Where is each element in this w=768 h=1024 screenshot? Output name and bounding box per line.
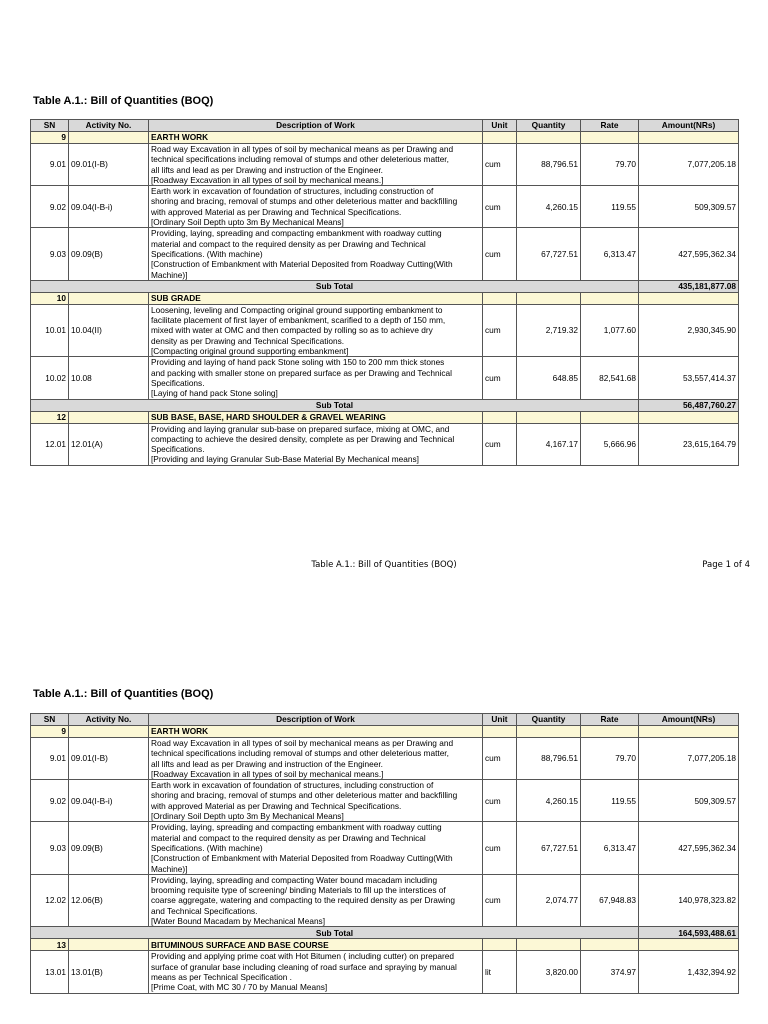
section-empty-cell (483, 411, 517, 423)
description-line: technical specifications including removal of stumps and other deleterious matter, (151, 154, 449, 165)
boq-table (30, 119, 739, 466)
item-description (149, 228, 483, 280)
item-description (149, 144, 483, 186)
header-sn: SN (31, 120, 69, 132)
item-quantity: 4,260.15 (517, 780, 581, 822)
section-row (31, 726, 739, 738)
section-empty-cell (483, 726, 517, 738)
description-line: shoring and bracing, removal of stumps and other deleterious matter and backfilling (151, 196, 458, 207)
description-line: Specifications. (With machine) (151, 248, 263, 259)
header-rate: Rate (581, 714, 639, 726)
section-name: SUB GRADE (149, 292, 483, 304)
item-activity-no: 13.01(B) (69, 951, 149, 993)
subtotal-row (31, 280, 739, 292)
subtotal-label: Sub Total (31, 927, 639, 939)
item-rate: 6,313.47 (581, 822, 639, 874)
description-line: all lifts and lead as per Drawing and instruction of the Engineer. (151, 164, 383, 175)
boq-table (30, 713, 739, 994)
header-description: Description of Work (149, 714, 483, 726)
item-rate: 1,077.60 (581, 304, 639, 356)
item-amount: 1,432,394.92 (639, 951, 739, 993)
section-empty-cell (517, 292, 581, 304)
item-quantity: 2,074.77 (517, 874, 581, 926)
item-quantity: 3,820.00 (517, 951, 581, 993)
subtotal-label: Sub Total (31, 399, 639, 411)
description-line: Providing, laying, spreading and compacting embankment with roadway cutting (151, 822, 442, 833)
section-activity-cell (69, 292, 149, 304)
item-rate: 374.97 (581, 951, 639, 993)
item-amount: 509,309.57 (639, 186, 739, 228)
table-row (31, 874, 739, 926)
section-row (31, 132, 739, 144)
subtotal-amount: 56,487,760.27 (639, 399, 739, 411)
item-amount: 427,595,362.34 (639, 822, 739, 874)
table-row (31, 738, 739, 780)
item-unit: cum (483, 186, 517, 228)
section-empty-cell (483, 292, 517, 304)
section-empty-cell (517, 726, 581, 738)
item-rate: 67,948.83 (581, 874, 639, 926)
item-activity-no: 09.01(I-B) (69, 738, 149, 780)
item-quantity: 648.85 (517, 357, 581, 399)
section-empty-cell (639, 132, 739, 144)
description-line: all lifts and lead as per Drawing and instruction of the Engineer. (151, 758, 383, 769)
table-header-row (31, 714, 739, 726)
description-line: brooming requisite type of screening/ binding Materials to fill up the interstices of (151, 885, 446, 896)
item-rate: 82,541.68 (581, 357, 639, 399)
footer-page-number: Page 1 of 4 (702, 560, 750, 570)
item-activity-no: 09.01(I-B) (69, 144, 149, 186)
item-activity-no: 09.09(B) (69, 228, 149, 280)
header-quantity: Quantity (517, 120, 581, 132)
section-empty-cell (581, 939, 639, 951)
table-title: Table A.1.: Bill of Quantities (BOQ) (33, 688, 214, 700)
item-unit: cum (483, 304, 517, 356)
description-line: Specifications. (151, 377, 205, 388)
table-row (31, 780, 739, 822)
section-empty-cell (581, 411, 639, 423)
subtotal-amount: 435,181,877.08 (639, 280, 739, 292)
header-description: Description of Work (149, 120, 483, 132)
header-rate: Rate (581, 120, 639, 132)
description-line: mixed with water at OMC and then compacted by rolling so as to achieve dry (151, 325, 433, 336)
table-row (31, 822, 739, 874)
table-row (31, 951, 739, 993)
description-line: shoring and bracing, removal of stumps and other deleterious matter and backfilling (151, 790, 458, 801)
description-line: material and compact to the required density as per Drawing and Technical (151, 238, 426, 249)
description-line: means as per Technical Specification . (151, 971, 292, 982)
header-unit: Unit (483, 120, 517, 132)
item-quantity: 2,719.32 (517, 304, 581, 356)
section-empty-cell (517, 939, 581, 951)
item-description (149, 423, 483, 465)
description-line: Loosening, leveling and Compacting original ground supporting embankment to (151, 304, 443, 315)
section-empty-cell (517, 411, 581, 423)
item-amount: 7,077,205.18 (639, 144, 739, 186)
section-empty-cell (483, 132, 517, 144)
section-empty-cell (581, 726, 639, 738)
item-quantity: 67,727.51 (517, 228, 581, 280)
table-row (31, 304, 739, 356)
section-name: EARTH WORK (149, 726, 483, 738)
section-name: EARTH WORK (149, 132, 483, 144)
description-line: Road way Excavation in all types of soil by mechanical means as per Drawing and (151, 738, 454, 748)
description-line: [Construction of Embankment with Material Deposited from Roadway Cutting(With (151, 853, 453, 864)
description-line: density as per Drawing and Technical Specifications. (151, 335, 345, 346)
item-amount: 23,615,164.79 (639, 423, 739, 465)
description-line: and packing with smaller stone on prepared surface as per Drawing and Technical (151, 367, 453, 378)
item-amount: 509,309.57 (639, 780, 739, 822)
item-description (149, 822, 483, 874)
item-amount: 427,595,362.34 (639, 228, 739, 280)
section-sn: 12 (31, 411, 69, 423)
item-unit: cum (483, 738, 517, 780)
item-rate: 5,666.96 (581, 423, 639, 465)
description-line: [Compacting original ground supporting embankment] (151, 346, 349, 357)
description-line: [Roadway Excavation in all types of soil by mechanical means.] (151, 174, 384, 185)
item-activity-no: 10.08 (69, 357, 149, 399)
item-quantity: 4,260.15 (517, 186, 581, 228)
section-activity-cell (69, 132, 149, 144)
item-amount: 2,930,345.90 (639, 304, 739, 356)
section-row (31, 939, 739, 951)
item-description (149, 186, 483, 228)
item-quantity: 88,796.51 (517, 144, 581, 186)
table-row (31, 186, 739, 228)
description-line: compacting to achieve the desired density, complete as per Drawing and Technical (151, 433, 455, 444)
section-row (31, 292, 739, 304)
item-sn: 10.02 (31, 357, 69, 399)
item-activity-no: 09.04(I-B-i) (69, 186, 149, 228)
subtotal-row (31, 399, 739, 411)
description-line: Machine)] (151, 269, 188, 280)
header-sn: SN (31, 714, 69, 726)
header-amount: Amount(NRs) (639, 714, 739, 726)
item-quantity: 67,727.51 (517, 822, 581, 874)
table-row (31, 357, 739, 399)
subtotal-label: Sub Total (31, 280, 639, 292)
item-sn: 9.02 (31, 780, 69, 822)
item-unit: cum (483, 144, 517, 186)
item-sn: 9.01 (31, 738, 69, 780)
table-row (31, 423, 739, 465)
table-row (31, 228, 739, 280)
item-sn: 9.02 (31, 186, 69, 228)
section-empty-cell (639, 411, 739, 423)
item-rate: 119.55 (581, 780, 639, 822)
description-line: [Ordinary Soil Depth upto 3m By Mechanical Means] (151, 217, 344, 228)
section-sn: 13 (31, 939, 69, 951)
section-activity-cell (69, 411, 149, 423)
description-line: technical specifications including removal of stumps and other deleterious matter, (151, 748, 449, 759)
description-line: Providing, laying, spreading and compacting embankment with roadway cutting (151, 228, 442, 239)
item-description (149, 874, 483, 926)
description-line: Specifications. (151, 444, 205, 455)
description-line: Providing and applying prime coat with Hot Bitumen ( including cutter) on prepared (151, 951, 454, 962)
description-line: [Providing and laying Granular Sub-Base Material By Mechanical means] (151, 454, 419, 465)
item-sn: 13.01 (31, 951, 69, 993)
section-name: BITUMINOUS SURFACE AND BASE COURSE (149, 939, 483, 951)
section-row (31, 411, 739, 423)
description-line: [Water Bound Macadam by Mechanical Means] (151, 916, 326, 927)
table-title: Table A.1.: Bill of Quantities (BOQ) (33, 95, 214, 107)
header-unit: Unit (483, 714, 517, 726)
description-line: [Laying of hand pack Stone soling] (151, 388, 278, 399)
description-line: coarse aggregate, watering and compacting to the required density as per Drawing (151, 895, 455, 906)
table-row (31, 144, 739, 186)
description-line: Providing and laying of hand pack Stone soling with 150 to 200 mm thick stones (151, 357, 445, 368)
item-sn: 10.01 (31, 304, 69, 356)
item-unit: cum (483, 874, 517, 926)
item-description (149, 357, 483, 399)
item-activity-no: 12.06(B) (69, 874, 149, 926)
item-rate: 6,313.47 (581, 228, 639, 280)
description-line: with approved Material as per Drawing and Technical Specifications. (151, 800, 402, 811)
section-empty-cell (639, 939, 739, 951)
section-empty-cell (483, 939, 517, 951)
section-activity-cell (69, 726, 149, 738)
description-line: [Prime Coat, with MC 30 / 70 by Manual Means] (151, 982, 328, 993)
item-description (149, 738, 483, 780)
item-description (149, 951, 483, 993)
description-line: Specifications. (With machine) (151, 842, 263, 853)
item-amount: 7,077,205.18 (639, 738, 739, 780)
item-activity-no: 10.04(II) (69, 304, 149, 356)
item-unit: lit (483, 951, 517, 993)
item-quantity: 88,796.51 (517, 738, 581, 780)
section-empty-cell (639, 292, 739, 304)
item-unit: cum (483, 423, 517, 465)
item-sn: 9.03 (31, 228, 69, 280)
description-line: [Construction of Embankment with Material Deposited from Roadway Cutting(With (151, 259, 453, 270)
header-activity-no: Activity No. (69, 714, 149, 726)
section-sn: 9 (31, 132, 69, 144)
description-line: Road way Excavation in all types of soil by mechanical means as per Drawing and (151, 144, 454, 154)
description-line: facilitate placement of first layer of embankment, scarified to a depth of 150 mm, (151, 315, 446, 326)
item-sn: 12.01 (31, 423, 69, 465)
description-line: [Roadway Excavation in all types of soil by mechanical means.] (151, 768, 384, 779)
section-empty-cell (517, 132, 581, 144)
description-line: Earth work in excavation of foundation of structures, including construction of (151, 780, 434, 791)
table-header-row (31, 120, 739, 132)
section-empty-cell (639, 726, 739, 738)
description-line: Earth work in excavation of foundation of structures, including construction of (151, 186, 434, 197)
section-sn: 9 (31, 726, 69, 738)
header-activity-no: Activity No. (69, 120, 149, 132)
item-amount: 140,978,323.82 (639, 874, 739, 926)
item-activity-no: 12.01(A) (69, 423, 149, 465)
description-line: material and compact to the required density as per Drawing and Technical (151, 832, 426, 843)
item-amount: 53,557,414.37 (639, 357, 739, 399)
item-sn: 9.03 (31, 822, 69, 874)
subtotal-row (31, 927, 739, 939)
item-unit: cum (483, 228, 517, 280)
section-empty-cell (581, 132, 639, 144)
description-line: [Ordinary Soil Depth upto 3m By Mechanical Means] (151, 811, 344, 822)
item-rate: 79.70 (581, 144, 639, 186)
header-amount: Amount(NRs) (639, 120, 739, 132)
item-rate: 119.55 (581, 186, 639, 228)
item-activity-no: 09.04(I-B-i) (69, 780, 149, 822)
header-quantity: Quantity (517, 714, 581, 726)
description-line: with approved Material as per Drawing and Technical Specifications. (151, 206, 402, 217)
item-unit: cum (483, 780, 517, 822)
item-description (149, 304, 483, 356)
section-activity-cell (69, 939, 149, 951)
item-description (149, 780, 483, 822)
item-sn: 9.01 (31, 144, 69, 186)
item-rate: 79.70 (581, 738, 639, 780)
section-name: SUB BASE, BASE, HARD SHOULDER & GRAVEL WEARING (149, 411, 483, 423)
description-line: Providing and laying granular sub-base on prepared surface, mixing at OMC, and (151, 423, 450, 434)
section-empty-cell (581, 292, 639, 304)
item-unit: cum (483, 822, 517, 874)
subtotal-amount: 164,593,488.61 (639, 927, 739, 939)
footer-title: Table A.1.: Bill of Quantities (BOQ) (311, 560, 457, 570)
item-unit: cum (483, 357, 517, 399)
section-sn: 10 (31, 292, 69, 304)
description-line: Machine)] (151, 863, 188, 874)
description-line: Providing, laying, spreading and compacting Water bound macadam including (151, 874, 438, 885)
item-sn: 12.02 (31, 874, 69, 926)
item-activity-no: 09.09(B) (69, 822, 149, 874)
description-line: surface of granular base including cleaning of road surface and spraying by manual (151, 961, 457, 972)
description-line: and Technical Specifications. (151, 905, 258, 916)
item-quantity: 4,167.17 (517, 423, 581, 465)
